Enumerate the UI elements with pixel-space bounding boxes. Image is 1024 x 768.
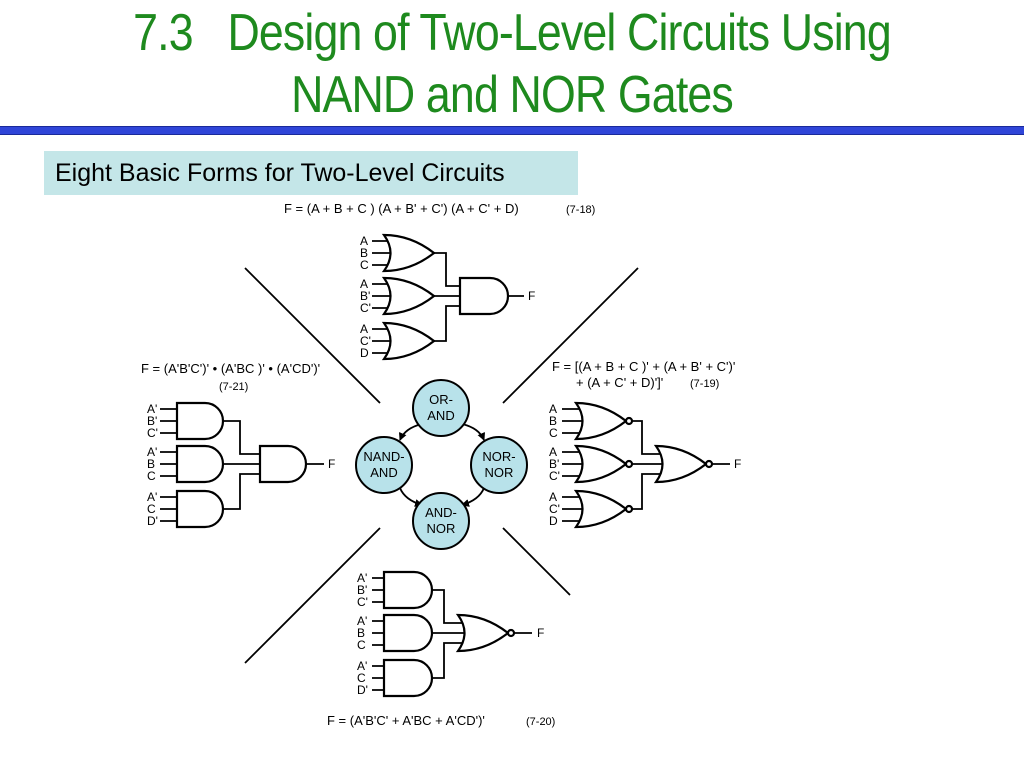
input-label: A' xyxy=(147,445,158,459)
form-label: NAND- xyxy=(363,449,405,464)
circuit-nand-and xyxy=(141,361,335,528)
input-label: C xyxy=(147,469,156,483)
or-gate xyxy=(384,278,434,314)
conversion-arrow xyxy=(462,488,484,505)
input-label: B' xyxy=(549,457,560,471)
nor-gate xyxy=(576,446,632,482)
output-label: F xyxy=(734,457,742,471)
conversion-arrow xyxy=(462,424,484,440)
input-label: A xyxy=(360,277,369,291)
input-label: C xyxy=(360,258,369,272)
input-label: B xyxy=(360,246,369,260)
input-label: D xyxy=(360,346,369,360)
input-label: A xyxy=(549,490,558,504)
input-label: A' xyxy=(357,571,368,585)
and-gate xyxy=(260,446,306,482)
circuit-nor-nor xyxy=(549,359,741,528)
or-gate xyxy=(384,235,434,271)
output-label: F xyxy=(328,457,336,471)
input-label: C xyxy=(357,671,366,685)
input-label: A' xyxy=(357,614,368,628)
input-label: C' xyxy=(549,502,560,516)
form-label: NOR xyxy=(484,465,514,480)
and-gate xyxy=(177,491,223,527)
input-label: C xyxy=(549,426,558,440)
nor-gate xyxy=(656,446,712,482)
equation-left: F = (A'B'C')' • (A'BC )' • (A'CD')' xyxy=(141,361,321,376)
form-label: NOR- xyxy=(482,449,516,464)
input-label: B' xyxy=(357,583,368,597)
page-title-line-1: 7.3 Design of Two-Level Circuits Using xyxy=(133,4,891,62)
and-gate xyxy=(384,660,432,696)
input-label: C xyxy=(357,638,366,652)
input-label: B xyxy=(549,414,558,428)
equation-bottom: F = (A'B'C' + A'BC + A'CD')' xyxy=(327,713,485,728)
separator-line xyxy=(503,528,570,595)
input-label: C' xyxy=(357,595,368,609)
input-label: B xyxy=(357,626,366,640)
input-label: B xyxy=(147,457,156,471)
and-gate xyxy=(460,278,508,314)
form-circle-nor-nor xyxy=(471,437,527,493)
input-label: A' xyxy=(357,659,368,673)
output-label: F xyxy=(537,626,545,640)
input-label: A xyxy=(549,445,558,459)
form-label: OR- xyxy=(429,392,453,407)
input-label: A xyxy=(360,234,369,248)
input-label: A xyxy=(360,322,369,336)
form-label: NOR xyxy=(426,521,456,536)
form-conversion-cycle xyxy=(356,380,527,549)
nor-gate xyxy=(458,615,514,651)
form-label: AND xyxy=(427,408,455,423)
input-label: C' xyxy=(549,469,560,483)
and-gate xyxy=(177,446,223,482)
conversion-arrow xyxy=(400,488,422,505)
input-label: C' xyxy=(147,426,158,440)
input-label: C' xyxy=(360,334,371,348)
and-gate xyxy=(384,572,432,608)
form-label: AND xyxy=(370,465,398,480)
equation-number-bottom: (7-20) xyxy=(526,716,556,728)
equation-number-left: (7-21) xyxy=(219,381,249,393)
circuit-and-nor xyxy=(327,571,555,728)
equation-number-top: (7-18) xyxy=(566,204,596,216)
page-title-line-2: NAND and NOR Gates xyxy=(291,66,733,124)
nor-gate xyxy=(576,403,632,439)
input-label: D' xyxy=(147,514,158,528)
and-gate xyxy=(384,615,432,651)
output-label: F xyxy=(528,289,536,303)
input-label: D' xyxy=(357,683,368,697)
form-circle-or-and xyxy=(413,380,469,436)
input-label: A' xyxy=(147,402,158,416)
input-label: A xyxy=(549,402,558,416)
circuit-or-and xyxy=(284,201,595,360)
section-subtitle: Eight Basic Forms for Two-Level Circuits xyxy=(44,151,578,195)
input-label: C' xyxy=(360,301,371,315)
input-label: D xyxy=(549,514,558,528)
or-gate xyxy=(384,323,434,359)
form-circle-and-nor xyxy=(413,493,469,549)
input-label: C xyxy=(147,502,156,516)
equation-right-line-2: + (A + C' + D)']' xyxy=(576,375,664,390)
form-circle-nand-and xyxy=(356,437,412,493)
equation-right-line-1: F = [(A + B + C )' + (A + B' + C')' xyxy=(552,359,736,374)
input-label: B' xyxy=(360,289,371,303)
equation-number-right: (7-19) xyxy=(690,378,720,390)
nor-gate xyxy=(576,491,632,527)
input-label: B' xyxy=(147,414,158,428)
equation-top: F = (A + B + C ) (A + B' + C') (A + C' + D) xyxy=(284,201,519,216)
form-label: AND- xyxy=(425,505,457,520)
and-gate xyxy=(177,403,223,439)
input-label: A' xyxy=(147,490,158,504)
